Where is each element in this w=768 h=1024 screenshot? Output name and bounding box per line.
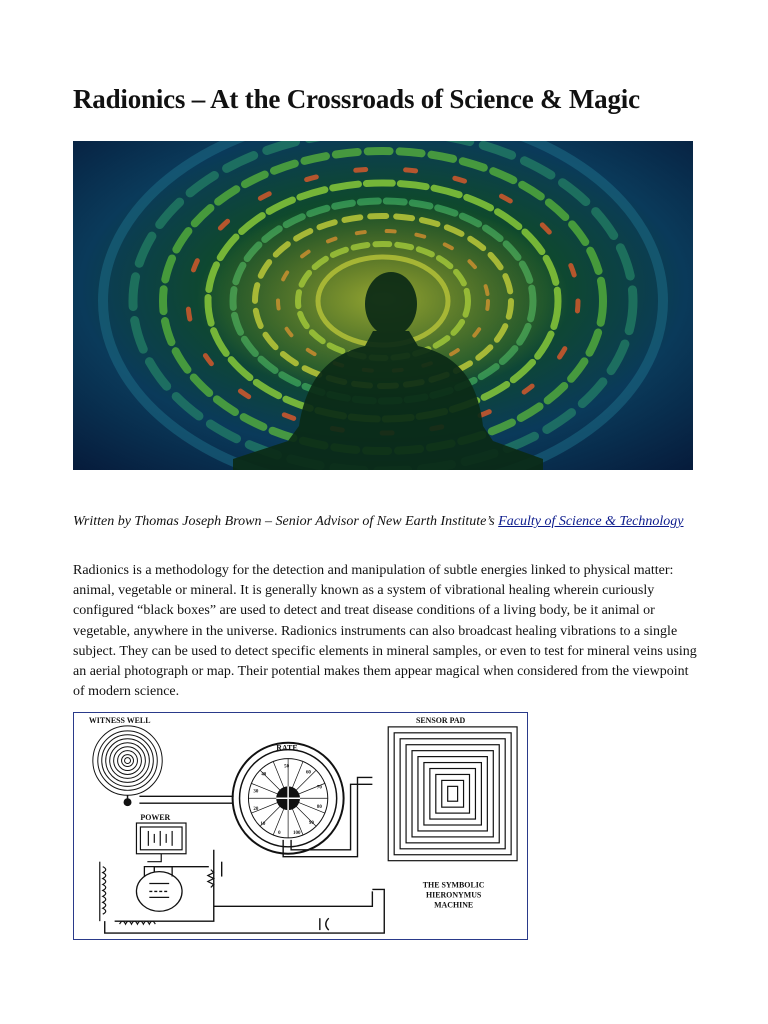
hero-image [73, 141, 693, 470]
dial-number: 90 [308, 821, 314, 827]
power-label: POWER [140, 813, 171, 823]
rate-label: RATE [276, 743, 298, 753]
machine-caption-line: HIERONYMUS [425, 890, 482, 900]
dial-number: 30 [253, 789, 259, 795]
hieronymus-machine-diagram [73, 712, 528, 940]
byline [73, 512, 693, 532]
power-battery [136, 823, 186, 862]
machine-caption-line: THE SYMBOLIC [422, 880, 485, 890]
dial-number: 100 [293, 830, 301, 836]
coil [100, 862, 214, 924]
sensor-pad-label: SENSOR PAD [415, 715, 466, 725]
dial-number: 70 [316, 785, 322, 791]
witness-well-label: WITNESS WELL [88, 715, 151, 725]
machine-caption-line: MACHINE [434, 900, 474, 910]
body-paragraph: Radionics is a methodology for the detection and manipulation of subtle energies linked to physical matter: animal, vegetable or mineral. It is generally known as a system of vibrational healing wherein curiously configured “black boxes” are used to detect and treat disease conditions of a living body, be it animal or vegetable, anywhere in the universe. Radionics instruments can also broadcast healing vibrations to a single subject. They can be used to detect specific elements in mineral samples, or even to test for mineral veins using an aerial photograph or map. Their potential makes them appear magical when considered from the viewpoint of modern science. [73, 563, 697, 700]
capacitor [320, 918, 329, 930]
rate-dial [233, 743, 344, 854]
sensor-pad [388, 727, 517, 861]
vacuum-tube [136, 867, 182, 912]
dial-number: 10 [260, 822, 266, 828]
byline-text: Written by Thomas Joseph Brown – Senior Advisor of New Earth Institute’s [73, 514, 499, 529]
dial-number: 80 [316, 805, 322, 811]
dial-number: 0 [278, 830, 281, 836]
dial-number: 20 [253, 807, 259, 813]
dial-number: 60 [305, 770, 311, 776]
faculty-link[interactable]: Faculty of Science & Technology [498, 514, 684, 529]
dial-number: 40 [261, 772, 267, 778]
article-title: Radionics – At the Crossroads of Science & Magic [73, 84, 640, 114]
dial-number: 50 [284, 764, 290, 770]
witness-well-spiral [93, 726, 162, 795]
